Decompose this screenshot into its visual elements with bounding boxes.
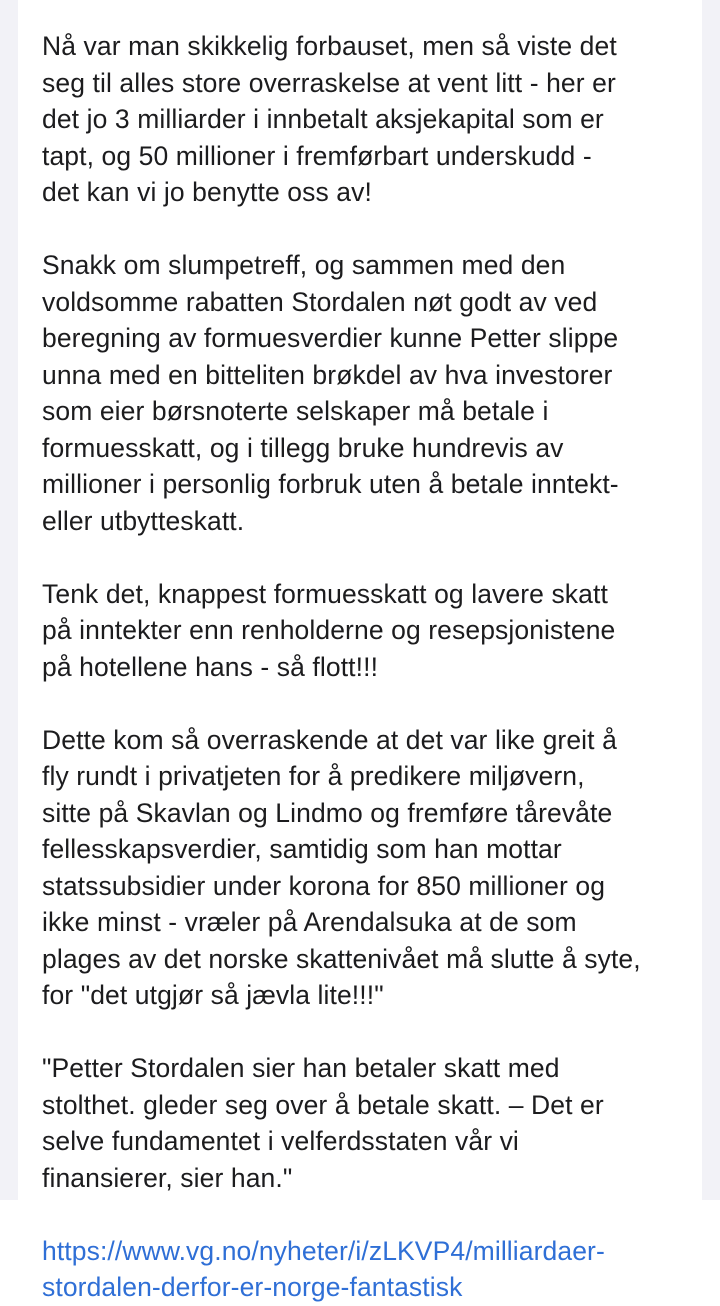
paragraph-2: Snakk om slumpetreff, og sammen med den voldsomme rabatten Stordalen nøt godt av ved beregning av formuesverdier kunne Petter slippe unna med en bitteliten brøkdel av hva investorer som eier børsnoterte selskaper må betale i formuesskatt, og i tillegg bruke hundrevis av millioner i personlig forbruk uten å betale inntekt- eller utbytteskatt. [42, 250, 619, 536]
paragraph-1: Nå var man skikkelig forbauset, men så viste det seg til alles store overraskelse at vent litt - her er det jo 3 milliarder i innbetalt aksjekapital som er tapt, og 50 millioner i fremførbart underskudd - det kan vi jo benytte oss av! [42, 31, 617, 207]
left-margin [0, 0, 18, 1200]
post-body [42, 28, 706, 1306]
paragraph-5-quote: "Petter Stordalen sier han betaler skatt med stolthet. gleder seg over å betale skatt. – Det er selve fundamentet i velferdsstaten vår vi finansierer, sier han." [42, 1053, 604, 1193]
paragraph-4: Dette kom så overraskende at det var like greit å fly rundt i privatjeten for å predikere miljøvern, sitte på Skavlan og Lindmo og fremføre tårevåte fellesskapsverdier, samtidig som han mottar statssubsidier under korona for 850 millioner og ikke minst - vræler på Arendalsuka at de som plages av det norske skattenivået må slutte å syte, for "det utgjør så jævla lite!!!" [42, 724, 641, 1010]
paragraph-3: Tenk det, knappest formuesskatt og lavere skatt på inntekter enn renholderne og resepsjonistene på hotellene hans - så flott!!! [42, 578, 616, 682]
article-link[interactable]: https://www.vg.no/nyheter/i/zLKVP4/milliardaer- stordalen-derfor-er-norge-fantastisk [42, 1235, 605, 1302]
